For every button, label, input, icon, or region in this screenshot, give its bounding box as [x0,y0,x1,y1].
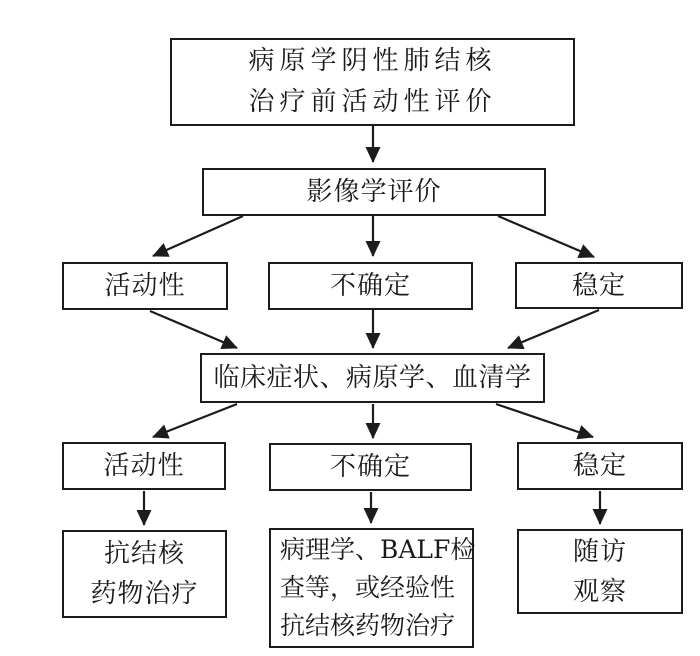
node-label: 稳定 [571,270,626,301]
node-label: 稳定 [572,451,627,481]
node-label: 临床症状、病原学、血清学 [213,363,532,393]
arrow-r3-active-to-clinical [150,311,237,348]
node-label-line: 治疗前活动性评价 [248,87,497,117]
node-clinical-uncertain [269,443,472,491]
arrow-clinical-to-r5-active [153,404,237,437]
node-imaging-active [62,262,228,310]
node-label: 活动性 [103,451,185,481]
node-antituberculosis-treatment [62,530,227,618]
node-imaging-stable [515,262,683,309]
node-imaging-uncertain [268,262,473,310]
node-followup-observation [517,529,683,614]
node-imaging-evaluation [202,168,546,216]
node-label-line: 抗结核药物治疗 [280,611,456,640]
arrow-imaging-to-r3-active [153,216,243,256]
node-clinical-active [62,442,226,490]
node-label-line: 病原学阴性肺结核 [248,46,497,76]
node-label-line: 查等，或经验性 [280,573,456,602]
node-label-line: 观察 [572,576,627,607]
node-label: 影像学评价 [306,177,442,207]
node-label-line: 抗结核 [103,539,185,569]
node-label: 不确定 [329,452,411,482]
node-pathology-balf-or-empirical-treatment [269,528,474,648]
arrow-clinical-to-r5-stable [496,404,593,437]
node-label-line: 药物治疗 [90,579,199,609]
node-pretreatment-evaluation [170,38,575,126]
node-clinical-stable [517,442,683,490]
node-label-line: 随访 [572,536,627,567]
node-clinical-pathogen-serology [200,353,545,403]
node-label: 不确定 [329,271,411,301]
node-label-line: 病理学、BALF检 [280,535,476,564]
node-label: 活动性 [104,271,186,301]
arrow-imaging-to-r3-stable [498,216,594,257]
arrow-r3-stable-to-clinical [508,310,599,348]
